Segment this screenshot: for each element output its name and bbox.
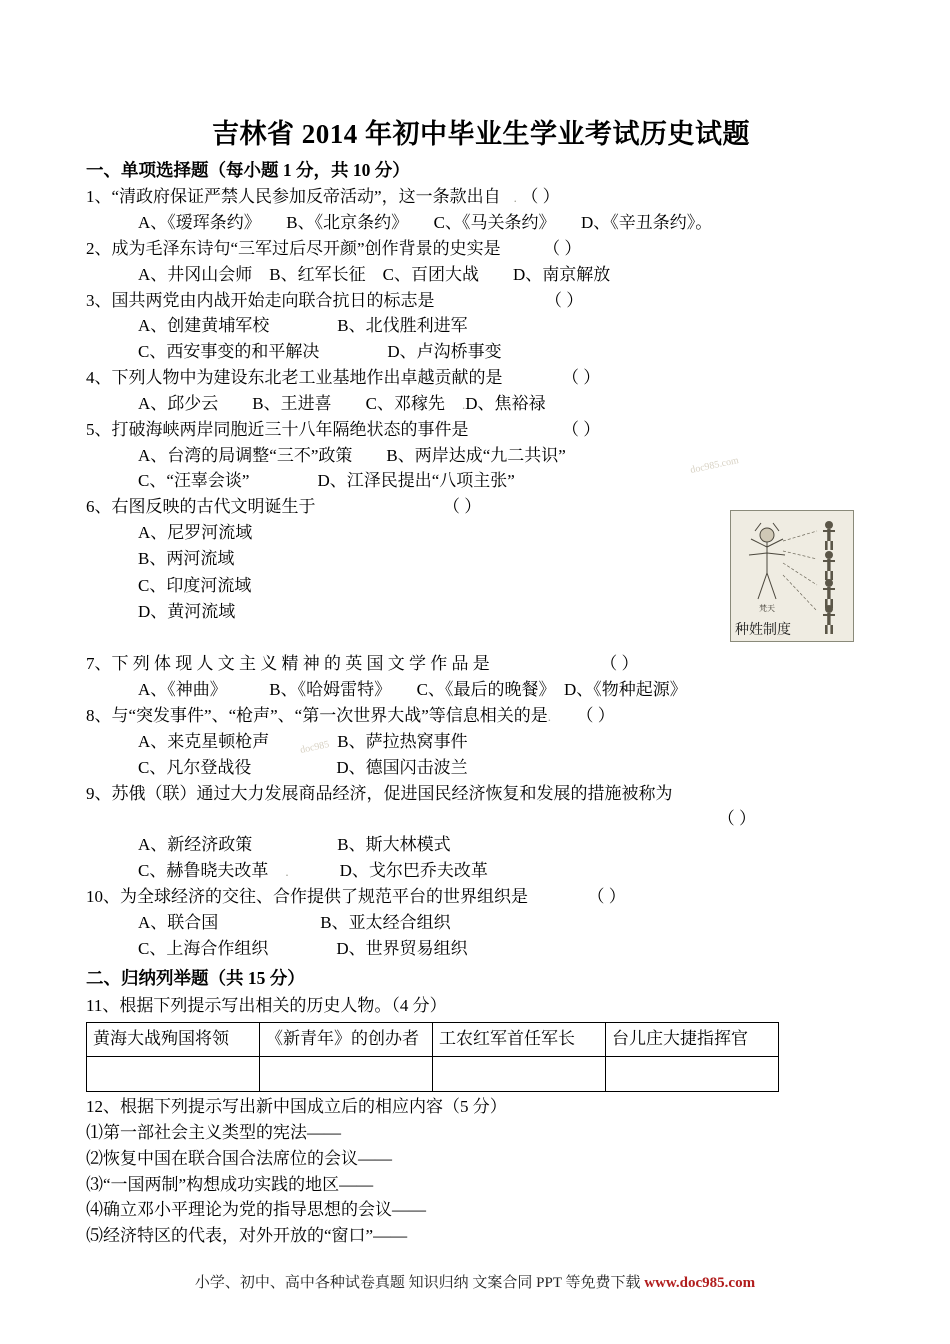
question-10 — [86, 884, 876, 910]
question-10-options — [86, 910, 876, 962]
table-answer-cell-1[interactable] — [87, 1057, 260, 1092]
option-b: B、《北京条约》 — [286, 213, 400, 233]
question-8 — [86, 703, 876, 729]
question-1 — [86, 184, 876, 210]
option-a: A、来克星顿枪声 — [138, 731, 270, 751]
question-7 — [86, 651, 876, 677]
footer-site-link[interactable]: www.doc985.com — [644, 1275, 756, 1291]
question-11 — [86, 993, 876, 1019]
section-heading-2: 二、归纳列举题（共 15 分） — [86, 968, 305, 989]
table-row-headers — [87, 1023, 779, 1057]
question-10-number: 10、 — [86, 886, 120, 906]
question-12-item-5: ⑸经济特区的代表，对外开放的“窗口”—— — [86, 1226, 408, 1246]
table-header-cell-1: 黄海大战殉国将领 — [87, 1023, 260, 1057]
table-answer-cell-3[interactable] — [433, 1057, 606, 1092]
question-5 — [86, 417, 876, 443]
question-7-stem: 下 列 体 现 人 文 主 义 精 神 的 英 国 文 学 作 品 是 — [111, 654, 490, 674]
question-2-stem: 成为毛泽东诗句“三军过后尽开颜”创作背景的史实是 — [111, 238, 501, 258]
question-3-number: 3、 — [86, 290, 112, 310]
option-c: C、凡尔登战役 — [138, 757, 252, 777]
figure-caption: 种姓制度 — [735, 623, 791, 638]
option-d: D、德国闪击波兰 — [336, 757, 468, 777]
table-row-answers — [87, 1057, 779, 1092]
question-1-number: 1、 — [86, 187, 112, 207]
question-9-options — [86, 832, 876, 884]
question-9-answer-paren-line — [86, 806, 876, 832]
question-12-item-3: ⑶“一国两制”构想成功实践的地区—— — [86, 1174, 374, 1194]
watermark-2: doc985 — [299, 739, 331, 756]
option-b: B、亚太经合组织 — [320, 912, 451, 932]
option-a: A、尼罗河流域 — [138, 523, 253, 543]
question-2-number: 2、 — [86, 238, 112, 258]
table-header-cell-3: 工农红军首任军长 — [433, 1023, 606, 1057]
question-1-options — [86, 210, 876, 236]
option-a: A、《瑷珲条约》 — [138, 213, 253, 233]
option-a: A、联合国 — [138, 912, 219, 932]
option-a: A、台湾的局调整“三不”政策 — [138, 445, 353, 465]
option-b: B、萨拉热窝事件 — [337, 731, 468, 751]
option-c: C、邓稼先 — [365, 393, 445, 413]
question-12-item-2: ⑵恢复中国在联合国合法席位的会议—— — [86, 1148, 392, 1168]
svg-text:梵天: 梵天 — [759, 604, 775, 613]
option-a: A、《神曲》 — [138, 680, 219, 700]
question-5-answer-paren: （ ） — [570, 419, 601, 439]
option-c: C、上海合作组织 — [138, 938, 269, 958]
option-c: C、赫鲁晓夫改革 — [138, 861, 269, 881]
question-6-stem: 右图反映的古代文明诞生于 — [111, 497, 316, 517]
question-11-text: 根据下列提示写出相关的历史人物。（4 分） — [119, 995, 447, 1015]
option-c: C、《马关条约》 — [433, 213, 547, 233]
question-3-answer-paren: （ ） — [553, 290, 584, 310]
question-2-answer-paren: （ ） — [551, 238, 582, 258]
page-footer — [0, 1271, 950, 1292]
question-7-number: 7、 — [86, 654, 112, 674]
option-c: C、西安事变的和平解决 — [138, 342, 320, 362]
footer-text: 小学、初中、高中各种试卷真题 知识归纳 文案合同 PPT 等免费下载 — [194, 1275, 641, 1291]
question-4-stem: 下列人物中为建设东北老工业基地作出卓越贡献的是 — [111, 368, 503, 388]
option-c: C、印度河流域 — [138, 575, 252, 595]
document-body — [86, 112, 876, 1249]
question-6-answer-paren: （ ） — [451, 497, 482, 517]
option-a: A、新经济政策 — [138, 835, 253, 855]
option-b: B、北伐胜利进军 — [337, 316, 468, 336]
question-9-stem: 苏俄（联）通过大力发展商品经济，促进国民经济恢复和发展的措施被称为 — [111, 783, 673, 803]
question-9 — [86, 781, 876, 807]
stray-mark: . — [500, 190, 530, 206]
question-12-number: 12、 — [86, 1097, 120, 1117]
option-c: C、《最后的晚餐》 — [416, 680, 547, 700]
question-8-options — [86, 729, 876, 781]
question-9-number: 9、 — [86, 783, 112, 803]
question-7-answer-paren: （ ） — [608, 654, 639, 674]
option-b: B、两岸达成“九二共识” — [386, 445, 566, 465]
caste-system-figure — [730, 510, 854, 642]
question-8-number: 8、 — [86, 706, 112, 726]
option-a: A、创建黄埔军校 — [138, 316, 270, 336]
question-1-answer-paren: （ ） — [529, 187, 560, 207]
question-5-options — [86, 443, 876, 495]
option-d: D、黄河流域 — [138, 602, 236, 622]
option-d: D、江泽民提出“八项主张” — [317, 471, 515, 491]
question-4 — [86, 365, 876, 391]
option-b: B、两河流域 — [138, 549, 235, 569]
question-2 — [86, 236, 876, 262]
question-3-options — [86, 313, 876, 365]
question-11-number: 11、 — [86, 995, 120, 1015]
question-12 — [86, 1094, 876, 1120]
answer-table-11 — [86, 1022, 779, 1092]
table-answer-cell-2[interactable] — [260, 1057, 433, 1092]
option-d: D、世界贸易组织 — [336, 938, 468, 958]
stray-mark: . — [547, 709, 552, 725]
option-b: B、斯大林模式 — [337, 835, 451, 855]
table-header-cell-2: 《新青年》的创办者 — [260, 1023, 433, 1057]
question-7-options — [86, 677, 876, 703]
option-d: D、《物种起源》 — [563, 680, 687, 700]
option-a: A、井冈山会师 — [138, 264, 253, 284]
section-heading-1: 一、单项选择题（每小题 1 分，共 10 分） — [86, 160, 410, 180]
option-b: B、红军长征 — [269, 264, 366, 284]
question-3-stem: 国共两党由内战开始走向联合抗日的标志是 — [111, 290, 435, 310]
option-b: B、王进喜 — [252, 393, 332, 413]
option-d: D、卢沟桥事变 — [387, 342, 502, 362]
question-4-number: 4、 — [86, 368, 112, 388]
option-d: D、南京解放 — [512, 264, 611, 284]
option-a: A、邱少云 — [138, 393, 219, 413]
question-12-item-4: ⑷确立邓小平理论为党的指导思想的会议—— — [86, 1200, 426, 1220]
question-4-options — [86, 391, 876, 417]
question-3 — [86, 288, 876, 314]
option-c: C、“汪辜会谈” — [138, 471, 250, 491]
option-d: D、戈尔巴乔夫改革 — [339, 861, 488, 881]
question-8-stem: 与“突发事件”、“枪声”、“第一次世界大战”等信息相关的是 — [111, 706, 548, 726]
question-6-number: 6、 — [86, 497, 112, 517]
question-10-stem: 为全球经济的交往、合作提供了规范平台的世界组织是 — [120, 886, 528, 906]
option-d: D、《辛丑条约》。 — [580, 213, 713, 233]
stray-mark: . — [461, 397, 466, 413]
page-title: 吉林省 2014 年初中毕业生学业考试历史试题 — [212, 119, 750, 149]
question-12-item-1: ⑴第一部社会主义类型的宪法—— — [86, 1122, 341, 1142]
option-b: B、《哈姆雷特》 — [269, 680, 383, 700]
stray-mark: . — [285, 864, 289, 880]
question-2-options — [86, 262, 876, 288]
question-10-answer-paren: （ ） — [596, 886, 626, 906]
watermark-1: doc985.com — [689, 455, 740, 476]
question-5-number: 5、 — [86, 419, 112, 439]
question-8-answer-paren: （ ） — [585, 706, 615, 726]
option-c: C、百团大战 — [382, 264, 479, 284]
question-1-stem: “清政府保证严禁人民参加反帝活动”，这一条款出自 — [111, 187, 501, 207]
question-12-text: 根据下列提示写出新中国成立后的相应内容（5 分） — [120, 1097, 507, 1117]
option-d: D、焦裕禄 — [465, 393, 546, 413]
table-answer-cell-4[interactable] — [606, 1057, 779, 1092]
question-5-stem: 打破海峡两岸同胞近三十八年隔绝状态的事件是 — [111, 419, 469, 439]
table-header-cell-4: 台儿庄大捷指挥官 — [606, 1023, 779, 1057]
question-9-answer-paren: （ ） — [717, 809, 756, 829]
question-4-answer-paren: （ ） — [570, 368, 601, 388]
